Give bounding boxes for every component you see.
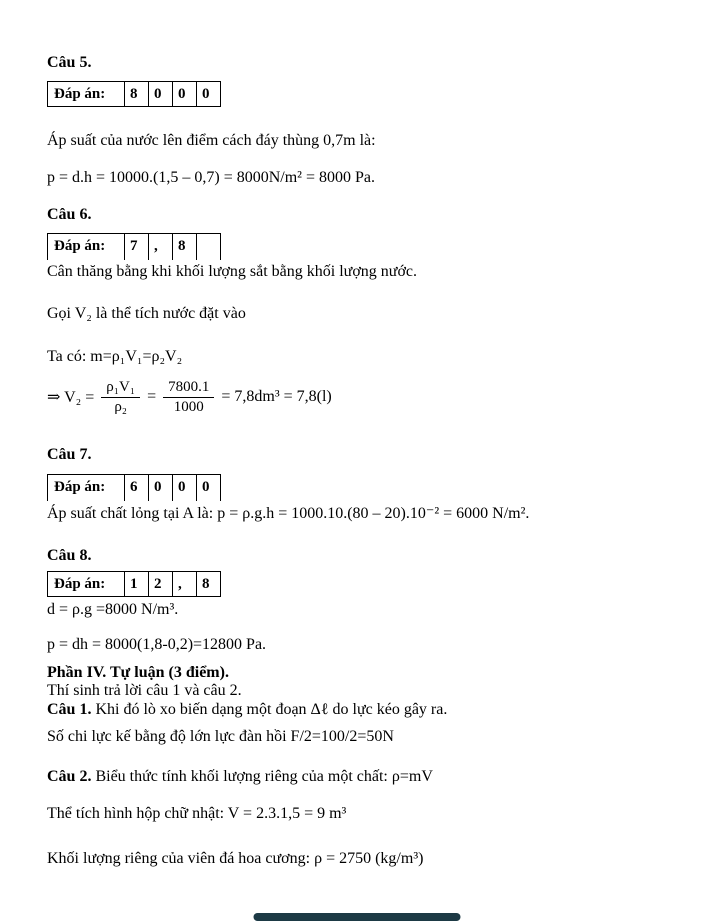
fraction: [163, 379, 214, 416]
paragraph: Khối lượng riêng của viên đá hoa cương: ρ = 2750 (kg/m³): [47, 850, 424, 867]
answer-cell: 0: [148, 475, 172, 501]
paragraph: [47, 700, 687, 720]
equation-equals: =: [147, 388, 157, 405]
equation-v2: [47, 375, 687, 419]
answer-cell: 0: [148, 82, 172, 106]
paragraph: p = d.h = 10000.(1,5 – 0,7) = 8000N/m² = 8000 Pa.: [47, 169, 375, 186]
answer-cell: 2: [148, 572, 172, 596]
question-6-heading: Câu 6.: [47, 206, 92, 223]
paragraph: Áp suất chất lỏng tại A là: p = ρ.g.h = 1000.10.(80 – 20).10⁻² = 6000 N/m².: [47, 505, 530, 522]
answer-table-q6: [47, 233, 221, 260]
fraction-numerator: ρ₁V₁: [101, 379, 140, 398]
equation-suffix: = 7,8dm³ = 7,8(l): [221, 388, 332, 405]
fraction-denominator: 1000: [173, 398, 204, 415]
paragraph: Ta có: m=ρ₁V₁=ρ₂V₂: [47, 348, 183, 365]
answer-cell: ,: [172, 572, 196, 596]
answer-table-q8: [47, 571, 221, 597]
fraction: [101, 379, 140, 416]
fraction-denominator: ρ₂: [114, 398, 128, 415]
answer-table-q7: [47, 474, 221, 501]
answer-cell: 6: [124, 475, 148, 501]
equation-prefix: ⇒ V₂ =: [47, 389, 95, 406]
paragraph: Gọi V₂ là thể tích nước đặt vào: [47, 305, 246, 322]
part-4-note: Thí sinh trả lời câu 1 và câu 2.: [47, 682, 242, 699]
answer-cell: 7: [124, 234, 148, 260]
part-4-heading: Phần IV. Tự luận (3 điểm).: [47, 664, 229, 681]
answer-label: Đáp án:: [54, 576, 106, 592]
question-1-text: Khi đó lò xo biến dạng một đoạn Δℓ do lực kéo gây ra.: [91, 701, 448, 718]
answer-cell: 0: [172, 82, 196, 106]
answer-cell: ,: [148, 234, 172, 260]
answer-cell: 1: [124, 572, 148, 596]
answer-label: Đáp án:: [54, 479, 106, 495]
answer-table-q5: [47, 81, 221, 107]
question-5-heading: Câu 5.: [47, 54, 92, 71]
answer-label: Đáp án:: [54, 86, 106, 102]
answer-cell: 0: [172, 475, 196, 501]
answer-cell: 8: [196, 572, 220, 596]
paragraph: Áp suất của nước lên điểm cách đáy thùng 0,7m là:: [47, 132, 376, 149]
question-1-label: Câu 1.: [47, 701, 92, 718]
paragraph: Số chi lực kế bằng độ lớn lực đàn hồi F/2=100/2=50N: [47, 728, 394, 745]
answer-cell: 0: [196, 82, 220, 106]
answer-cell: 0: [196, 475, 220, 501]
paragraph: d = ρ.g =8000 N/m³.: [47, 601, 179, 618]
answer-cell: 8: [124, 82, 148, 106]
answer-cell: 8: [172, 234, 196, 260]
answer-label: Đáp án:: [54, 238, 106, 254]
fraction-numerator: 7800.1: [163, 379, 214, 398]
answer-cell: [196, 234, 220, 260]
paragraph: p = dh = 8000(1,8-0,2)=12800 Pa.: [47, 636, 267, 653]
paragraph: Cân thăng bằng khi khối lượng sắt bằng khối lượng nước.: [47, 263, 418, 280]
question-7-heading: Câu 7.: [47, 446, 92, 463]
question-8-heading: Câu 8.: [47, 547, 92, 564]
paragraph: Thể tích hình hộp chữ nhật: V = 2.3.1,5 = 9 m³: [47, 805, 347, 822]
question-2-text: Biểu thức tính khối lượng riêng của một chất: ρ=mV: [91, 768, 433, 785]
paragraph: [47, 767, 687, 787]
document-content: [47, 0, 687, 869]
home-indicator-handle[interactable]: [254, 913, 461, 921]
question-2-label: Câu 2.: [47, 768, 92, 785]
